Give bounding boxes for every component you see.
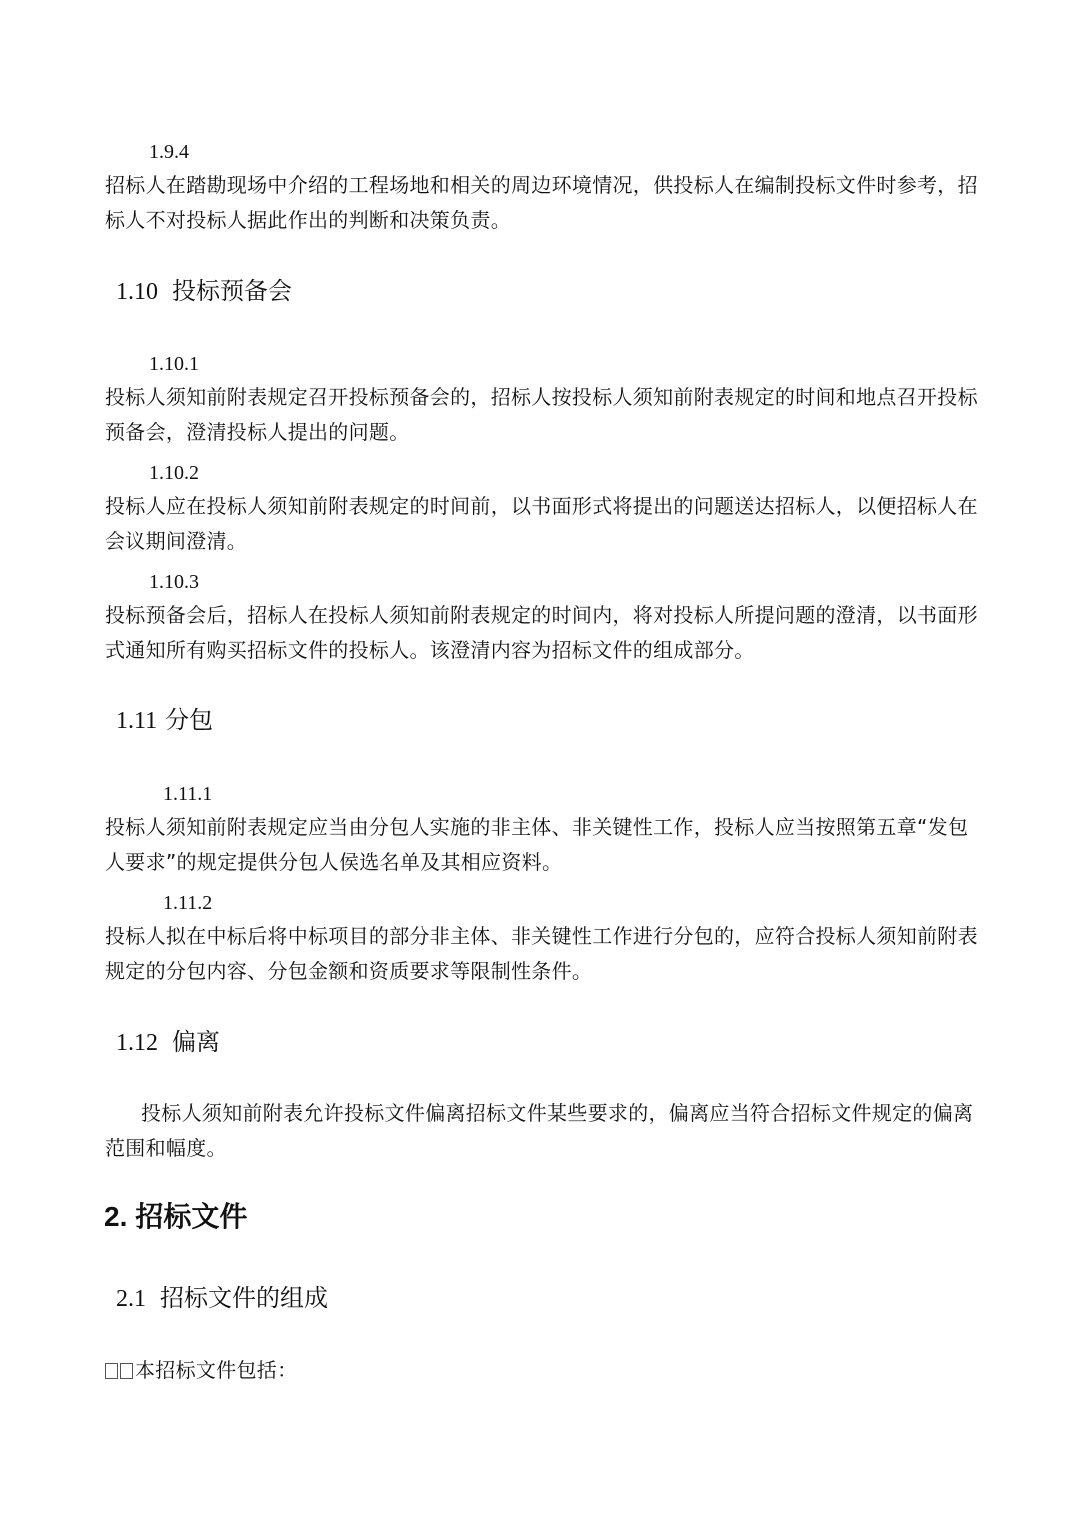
clause-number: 1.9.4 [149, 141, 189, 163]
chapter-number: 2. [104, 1201, 128, 1232]
clause-text: 投标人须知前附表规定召开投标预备会的，招标人按投标人须知前附表规定的时间和地点召开投标预备会，澄清投标人提出的问题。 [105, 385, 978, 444]
clause-text: 投标人须知前附表允许投标文件偏离招标文件某些要求的，偏离应当符合招标文件规定的偏离范围和幅度。 [105, 1101, 974, 1160]
section-title: 分包 [165, 706, 214, 734]
section-title: 偏离 [172, 1028, 220, 1056]
chapter-title: 招标文件 [135, 1200, 248, 1233]
chapter-heading [104, 1200, 247, 1234]
section-title: 招标文件的组成 [160, 1284, 328, 1312]
missing-glyph-box [120, 1363, 133, 1379]
clause-text: 投标人拟在中标后将中标项目的部分非主体、非关键性工作进行分包的，应符合投标人须知前附表规定的分包内容、分包金额和资质要求等限制性条件。 [105, 924, 978, 983]
clause-intro-text: 本招标文件包括： [135, 1358, 298, 1382]
clause-number: 1.10.2 [149, 462, 199, 484]
section-number: 1.12 [116, 1030, 158, 1056]
section-number: 1.10 [116, 279, 158, 305]
section-heading [116, 1283, 328, 1314]
section-heading [116, 1027, 220, 1058]
clause-text: 投标人应在投标人须知前附表规定的时间前，以书面形式将提出的问题送达招标人，以便招标人在会议期间澄清。 [105, 494, 978, 553]
clause-number: 1.11.2 [163, 892, 213, 914]
clause-text: 招标人在踏勘现场中介绍的工程场地和相关的周边环境情况，供投标人在编制投标文件时参考，招标人不对投标人据此作出的判断和决策负责。 [105, 173, 978, 232]
section-number: 2.1 [116, 1286, 146, 1312]
missing-glyph-box [105, 1363, 118, 1379]
clause-text: 投标人须知前附表规定应当由分包人实施的非主体、非关键性工作，投标人应当按照第五章“发包人要求”的规定提供分包人侯选名单及其相应资料。 [105, 815, 969, 874]
section-title: 投标预备会 [172, 277, 292, 305]
clause-intro [105, 1353, 985, 1388]
section-number: 1.11 [116, 708, 158, 734]
clause-text: 投标预备会后，招标人在投标人须知前附表规定的时间内，将对投标人所提问题的澄清，以书面形式通知所有购买招标文件的投标人。该澄清内容为招标文件的组成部分。 [105, 603, 978, 662]
clause-number: 1.10.3 [149, 571, 199, 593]
clause-number: 1.11.1 [163, 783, 213, 805]
clause-number: 1.10.1 [149, 353, 199, 375]
section-heading [116, 705, 213, 736]
section-heading [116, 276, 292, 307]
missing-glyph-boxes [105, 1353, 135, 1388]
